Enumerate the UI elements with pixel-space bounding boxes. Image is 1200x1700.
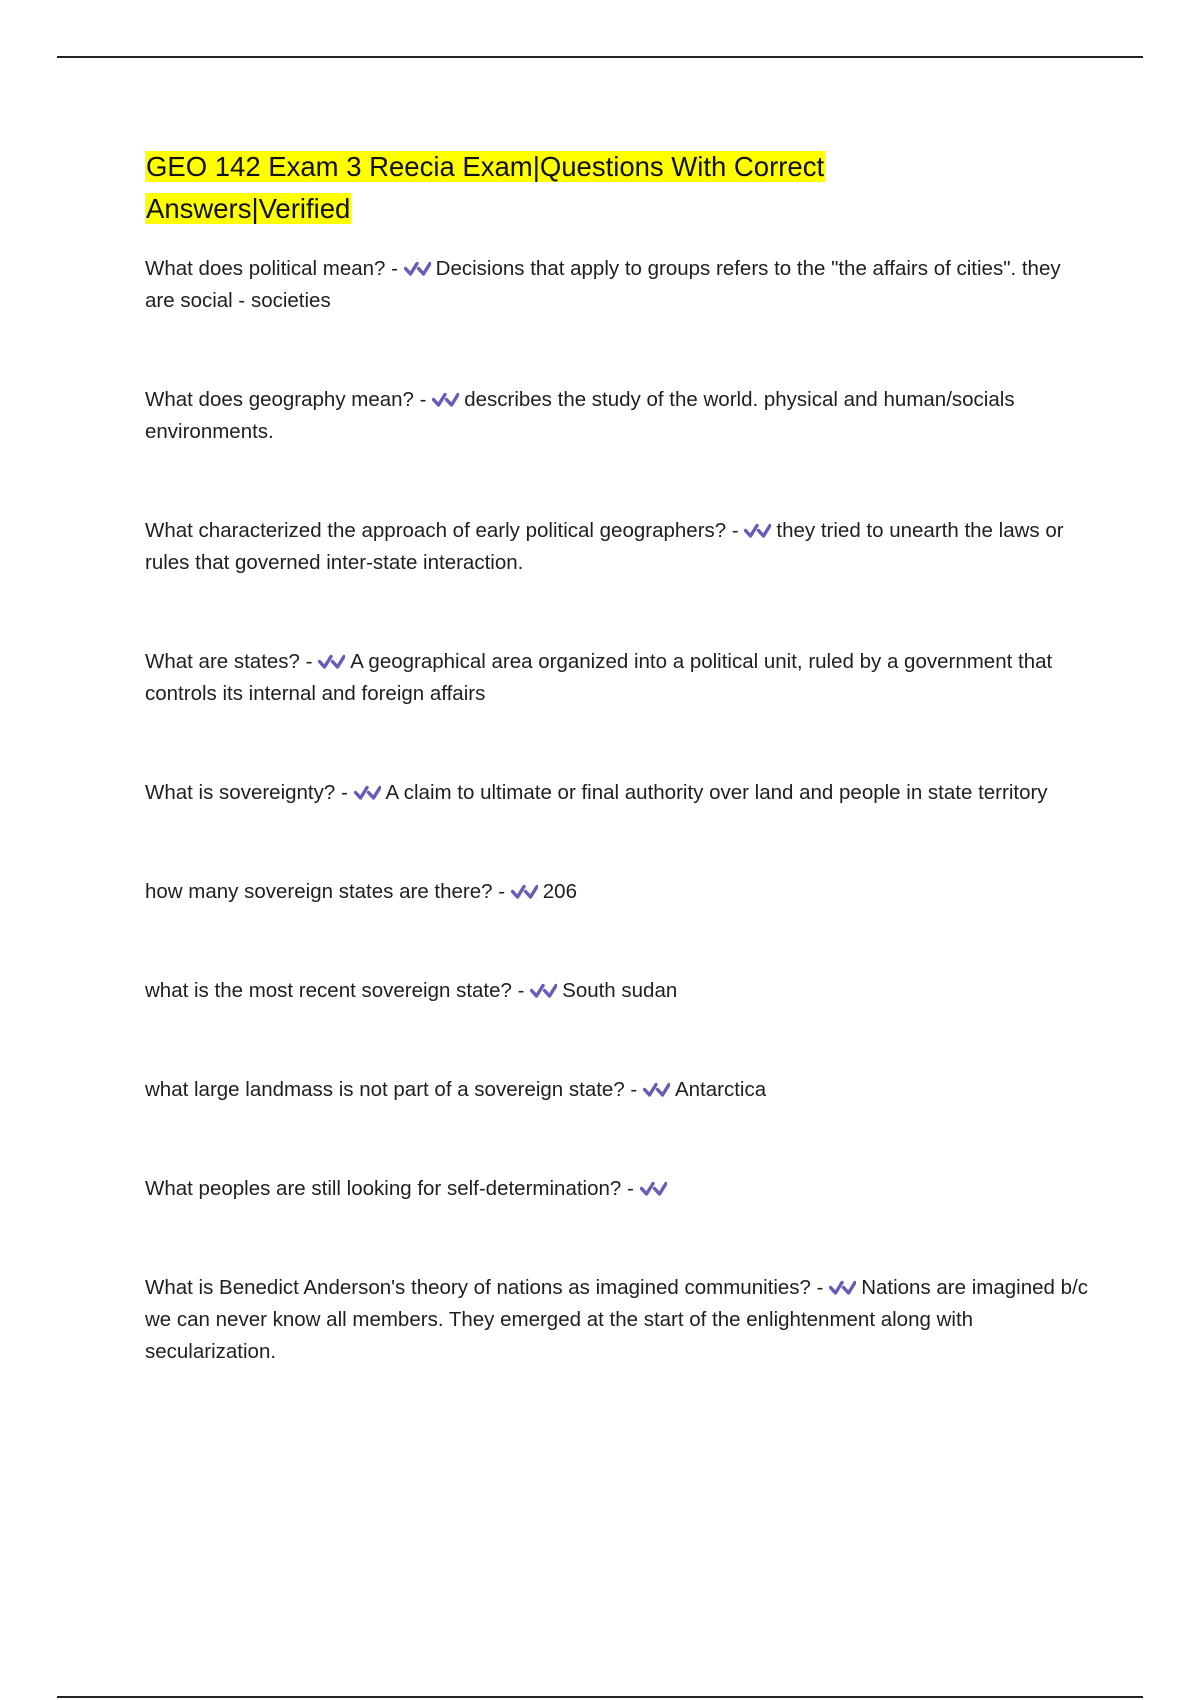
qa-item [145,1074,1095,1106]
check-mark-icon [640,1179,667,1197]
question-text: What is Benedict Anderson's theory of nations as imagined communities? - [145,1276,824,1299]
question-text: What is sovereignty? - [145,781,348,804]
answer-text: Decisions that apply to groups refers to the "the affairs of cities". they are social - societies [145,257,1061,312]
qa-item [145,777,1095,809]
bottom-rule [57,1696,1143,1698]
question-text: What does geography mean? - [145,388,427,411]
check-mark-icon [354,783,381,801]
check-mark-icon [829,1278,856,1296]
check-mark-icon [432,390,459,408]
check-mark-icon [404,259,431,277]
question-text: What characterized the approach of early political geographers? - [145,519,739,542]
check-mark-icon [643,1080,670,1098]
title-line-2: Answers|Verified [146,193,351,224]
document-body [145,146,1095,1368]
top-rule [57,56,1143,58]
qa-item [145,515,1095,579]
check-mark-icon [744,521,771,539]
qa-item [145,1272,1095,1368]
answer-text: describes the study of the world. physical and human/socials environments. [145,388,1015,443]
qa-item [145,253,1095,317]
check-mark-icon [511,882,538,900]
question-text: What does political mean? - [145,257,398,280]
document-title [145,146,1095,230]
qa-item [145,384,1095,448]
qa-item [145,975,1095,1007]
answer-text: 206 [542,880,577,903]
answer-text: South sudan [562,979,678,1002]
answer-text: Antarctica [674,1078,767,1101]
question-text: what large landmass is not part of a sovereign state? - [145,1078,638,1101]
question-text: What peoples are still looking for self-determination? - [145,1177,634,1200]
check-mark-icon [318,652,345,670]
question-text: What are states? - [145,650,313,673]
qa-item [145,876,1095,908]
question-text: how many sovereign states are there? - [145,880,506,903]
title-line-1: GEO 142 Exam 3 Reecia Exam|Questions With Correct [146,151,825,182]
answer-text: they tried to unearth the laws or rules that governed inter-state interaction. [145,519,1064,574]
qa-item [145,1173,1095,1205]
answer-text: Nations are imagined b/c we can never know all members. They emerged at the start of the enlightenment along with secularization. [145,1276,1088,1363]
answer-text: A geographical area organized into a political unit, ruled by a government that controls its internal and foreign affairs [145,650,1053,705]
question-text: what is the most recent sovereign state? - [145,979,525,1002]
qa-item [145,646,1095,710]
answer-text: A claim to ultimate or final authority over land and people in state territory [385,781,1048,804]
check-mark-icon [530,981,557,999]
